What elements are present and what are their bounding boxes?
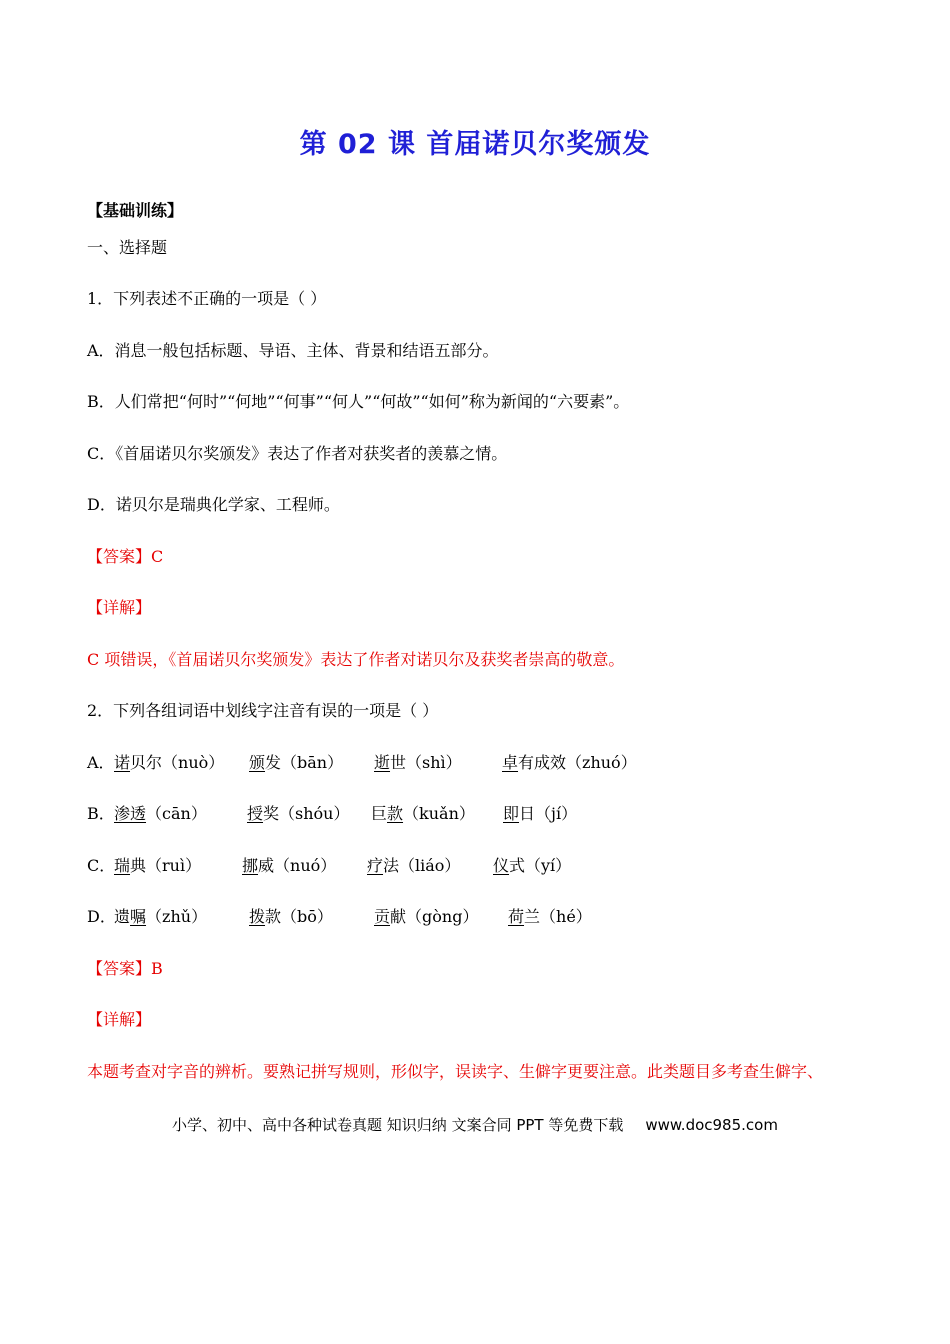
q1-option-b: B．人们常把“何时”“何地”“何事”“何人”“何故”“如何”称为新闻的“六要素”。 [87, 392, 630, 411]
page-title: 第 02 课 首届诺贝尔奖颁发 [299, 129, 651, 160]
q2-stem: 2．下列各组词语中划线字注音有误的一项是（ ） [87, 701, 439, 720]
q1-option-c: C．《首届诺贝尔奖颁发》表达了作者对获奖者的羡慕之情。 [87, 444, 508, 463]
option-letter: C． [87, 856, 116, 875]
section-type: 一、选择题 [87, 238, 168, 257]
answer-value: B [151, 959, 163, 978]
pinyin-item: 逝世（shì） [374, 753, 462, 772]
section-header: 【基础训练】 [87, 201, 184, 220]
pinyin-item: 挪威（nuó） [242, 856, 337, 875]
q1-answer [87, 546, 163, 568]
q2-answer [87, 958, 163, 980]
pinyin-item: 荷兰（hé） [508, 907, 592, 926]
pinyin-item: 授奖（shóu） [247, 804, 350, 823]
pinyin-item: 颁发（bān） [249, 753, 344, 772]
pinyin-item: 即日（jí） [503, 804, 578, 823]
option-letter: D． [87, 907, 116, 926]
pinyin-item: 拨款（bō） [249, 907, 333, 926]
pinyin-item: 仪式（yí） [493, 856, 572, 875]
pinyin-item: 巨款（kuǎn） [371, 804, 475, 823]
pinyin-item: 遗嘱（zhǔ） [114, 907, 208, 926]
q1-stem: 1．下列表述不正确的一项是（ ） [87, 289, 327, 308]
q1-option-a: A．消息一般包括标题、导语、主体、背景和结语五部分。 [87, 341, 499, 360]
pinyin-item: 诺贝尔（nuò） [114, 753, 225, 772]
option-letter: B． [87, 804, 115, 823]
answer-label: 【答案】 [87, 959, 152, 978]
pinyin-item: 卓有成效（zhuó） [502, 753, 637, 772]
q1-explain-label: 【详解】 [87, 598, 152, 617]
footer-url[interactable]: www.doc985.com [645, 1116, 778, 1134]
q1-option-d: D．诺贝尔是瑞典化学家、工程师。 [87, 495, 340, 514]
option-letter: A． [87, 753, 115, 772]
pinyin-item: 贡献（gòng） [374, 907, 479, 926]
q2-explain-label: 【详解】 [87, 1010, 152, 1029]
pinyin-item: 疗法（liáo） [367, 856, 461, 875]
q2-explanation: 本题考查对字音的辨析。要熟记拼写规则，形似字，误读字、生僻字更要注意。此类题目多考查生僻字、 [87, 1062, 824, 1081]
page-footer [0, 1114, 950, 1135]
footer-text: 小学、初中、高中各种试卷真题 知识归纳 文案合同 PPT 等免费下载 [172, 1116, 624, 1134]
answer-label: 【答案】 [87, 547, 152, 566]
pinyin-item: 瑞典（ruì） [114, 856, 202, 875]
q1-explanation: C 项错误，《首届诺贝尔奖颁发》表达了作者对诺贝尔及获奖者崇高的敬意。 [87, 650, 625, 669]
pinyin-item: 渗透（cān） [114, 804, 207, 823]
answer-value: C [151, 547, 164, 566]
